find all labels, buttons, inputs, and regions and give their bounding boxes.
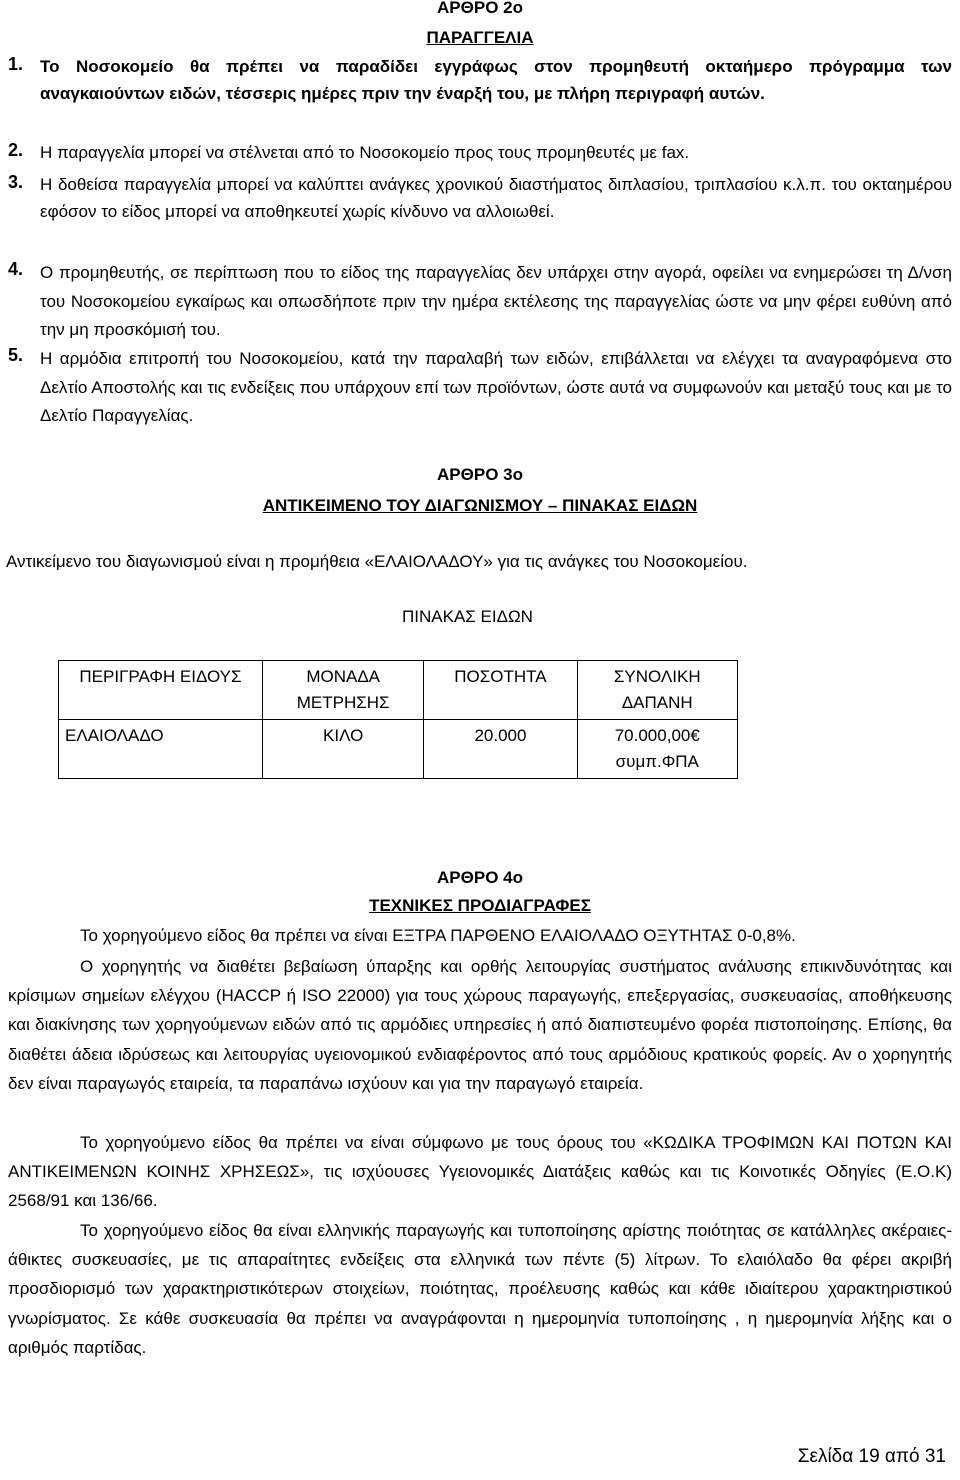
article-3-body: Αντικείμενο του διαγωνισμού είναι η προμήθεια «ΕΛΑΙΟΛΑΔΟΥ» για τις ανάγκες του Νοσοκομείου. bbox=[6, 552, 748, 571]
article-3-subtitle: ΑΝΤΙΚΕΙΜΕΝΟ ΤΟΥ ΔΙΑΓΩΝΙΣΜΟΥ – ΠΙΝΑΚΑΣ ΕΙΔΩΝ bbox=[262, 496, 698, 515]
item-3-number: 3. bbox=[8, 172, 24, 192]
table-cell: ΕΛΑΙΟΛΑΔΟ bbox=[59, 720, 263, 779]
article-4-paragraph-2: Το χορηγούμενο είδος θα πρέπει να είναι σύμφωνο με τους όρους του «ΚΩΔΙΚΑ ΤΡΟΦΙΜΩΝ ΚΑΙ ΠΟΤΩΝ ΚΑΙ ΑΝΤΙΚΕΙΜΕΝΩΝ ΚΟΙΝΗΣ ΧΡΗΣΕΩΣ», τις ισχύουσες Υγειονομικές Διατάξεις καθώς και τις Κοινοτικές Οδηγίες (Ε.Ο.Κ) 2568/91 και 136/66. bbox=[8, 1133, 952, 1211]
item-1-text: Το Νοσοκομείο θα πρέπει να παραδίδει εγγράφως στον προμηθευτή οκταήμερο πρόγραμμα των αναγκαιούντων ειδών, τέσσερις ημέρες πριν την έναρξή του, με πλήρη περιγραφή αυτών. bbox=[40, 57, 952, 103]
item-1-number: 1. bbox=[8, 54, 24, 74]
article-4-lead: Το χορηγούμενο είδος θα πρέπει να είναι ΕΞΤΡΑ ΠΑΡΘΕΝΟ ΕΛΑΙΟΛΑΔΟ ΟΞΥΤΗΤΑΣ 0-0,8%. bbox=[80, 926, 796, 945]
table-cell: ΚΙΛΟ bbox=[262, 720, 423, 779]
article-3-title: ΑΡΘΡΟ 3ο bbox=[437, 465, 523, 484]
article-2-title: ΑΡΘΡΟ 2ο bbox=[437, 0, 523, 17]
item-5-text: Η αρμόδια επιτροπή του Νοσοκομείου, κατά την παραλαβή των ειδών, επιβάλλεται να ελέγχει τα αναγραφόμενα στο Δελτίο Αποστολής και τις ενδείξεις που υπάρχουν επί των προϊόντων, ώστε αυτά να συμφωνούν και μεταξύ τους και με το Δελτίο Παραγγελίας. bbox=[40, 349, 952, 425]
table-header-row bbox=[59, 661, 738, 720]
table-cell: 70.000,00€ συμπ.ΦΠΑ bbox=[577, 720, 737, 779]
item-4-text: Ο προμηθευτής, σε περίπτωση που το είδος της παραγγελίας δεν υπάρχει στην αγορά, οφείλει να ενημερώσει τη Δ/νση του Νοσοκομείου εγκαίρως και οπωσδήποτε πριν την ημέρα εκτέλεσης της παραγγελίας ώστε να μην φέρει ευθύνη από την μη προσκόμισή του. bbox=[40, 263, 952, 339]
article-2-subtitle: ΠΑΡΑΓΓΕΛΙΑ bbox=[426, 28, 534, 47]
article-4-paragraph-3: Το χορηγούμενο είδος θα είναι ελληνικής παραγωγής και τυποποίησης αρίστης ποιότητας σε κατάλληλες ακέραιες- άθικτες συσκευασίες, με τις απαραίτητες ενδείξεις στα ελληνικά των πέντε (5) λίτρων. Το ελαιόλαδο θα φέρει ακριβή προσδιορισμό των χαρακτηριστικότερων στοιχείων, ποιότητας, προέλευσης καθώς και κάθε ιδιαίτερου χαρακτηριστικού γνωρίσματος. Σε κάθε συσκευασία θα πρέπει να αναγράφονται η ημερομηνία τυποποίησης , η ημερομηνία λήξης και ο αριθμός παρτίδας. bbox=[8, 1221, 952, 1357]
item-2-number: 2. bbox=[8, 140, 24, 160]
table-cell: 20.000 bbox=[424, 720, 577, 779]
table-header-cell: ΠΕΡΙΓΡΑΦΗ ΕΙΔΟΥΣ bbox=[59, 661, 263, 720]
article-4-subtitle: ΤΕΧΝΙΚΕΣ ΠΡΟΔΙΑΓΡΑΦΕΣ bbox=[369, 896, 591, 915]
items-table bbox=[58, 660, 738, 779]
table-title: ΠΙΝΑΚΑΣ ΕΙΔΩΝ bbox=[402, 607, 533, 626]
article-4-paragraph-1: Ο χορηγητής να διαθέτει βεβαίωση ύπαρξης και ορθής λειτουργίας συστήματος ανάλυσης επικινδυνότητας και κρίσιμων σημείων ελέγχου (HACCP ή ISO 22000) για τους χώρους παραγωγής, επεξεργασίας, συσκευασίας, αποθήκευσης και διακίνησης των χορηγούμενων ειδών από τις αρμόδιες υπηρεσίες ή από διαπιστευμένο φορέα πιστοποίησης. Επίσης, θα διαθέτει άδεια ιδρύσεως και λειτουργίας υγειονομικού ενδιαφέροντος από τους αρμόδιους κρατικούς φορείς. Αν ο χορηγητής δεν είναι παραγωγός εταιρεία, τα παραπάνω ισχύουν και για την παραγωγό εταιρεία. bbox=[8, 957, 952, 1093]
item-5-number: 5. bbox=[8, 345, 24, 365]
page-number: Σελίδα 19 από 31 bbox=[797, 1446, 946, 1467]
table-header-cell: ΜΟΝΑΔΑ ΜΕΤΡΗΣΗΣ bbox=[262, 661, 423, 720]
table-header-cell: ΣΥΝΟΛΙΚΗ ΔΑΠΑΝΗ bbox=[577, 661, 737, 720]
item-2-text: Η παραγγελία μπορεί να στέλνεται από το Νοσοκομείο προς τους προμηθευτές με fax. bbox=[40, 143, 690, 162]
item-4-number: 4. bbox=[8, 259, 24, 279]
item-3-text: Η δοθείσα παραγγελία μπορεί να καλύπτει ανάγκες χρονικού διαστήματος διπλασίου, τριπλασίου κ.λ.π. του οκταημέρου εφόσον το είδος μπορεί να αποθηκευτεί χωρίς κίνδυνο να αλλοιωθεί. bbox=[40, 175, 952, 221]
table-header-cell: ΠΟΣΟΤΗΤΑ bbox=[424, 661, 577, 720]
article-4-title: ΑΡΘΡΟ 4ο bbox=[437, 868, 523, 887]
table-row bbox=[59, 720, 738, 779]
